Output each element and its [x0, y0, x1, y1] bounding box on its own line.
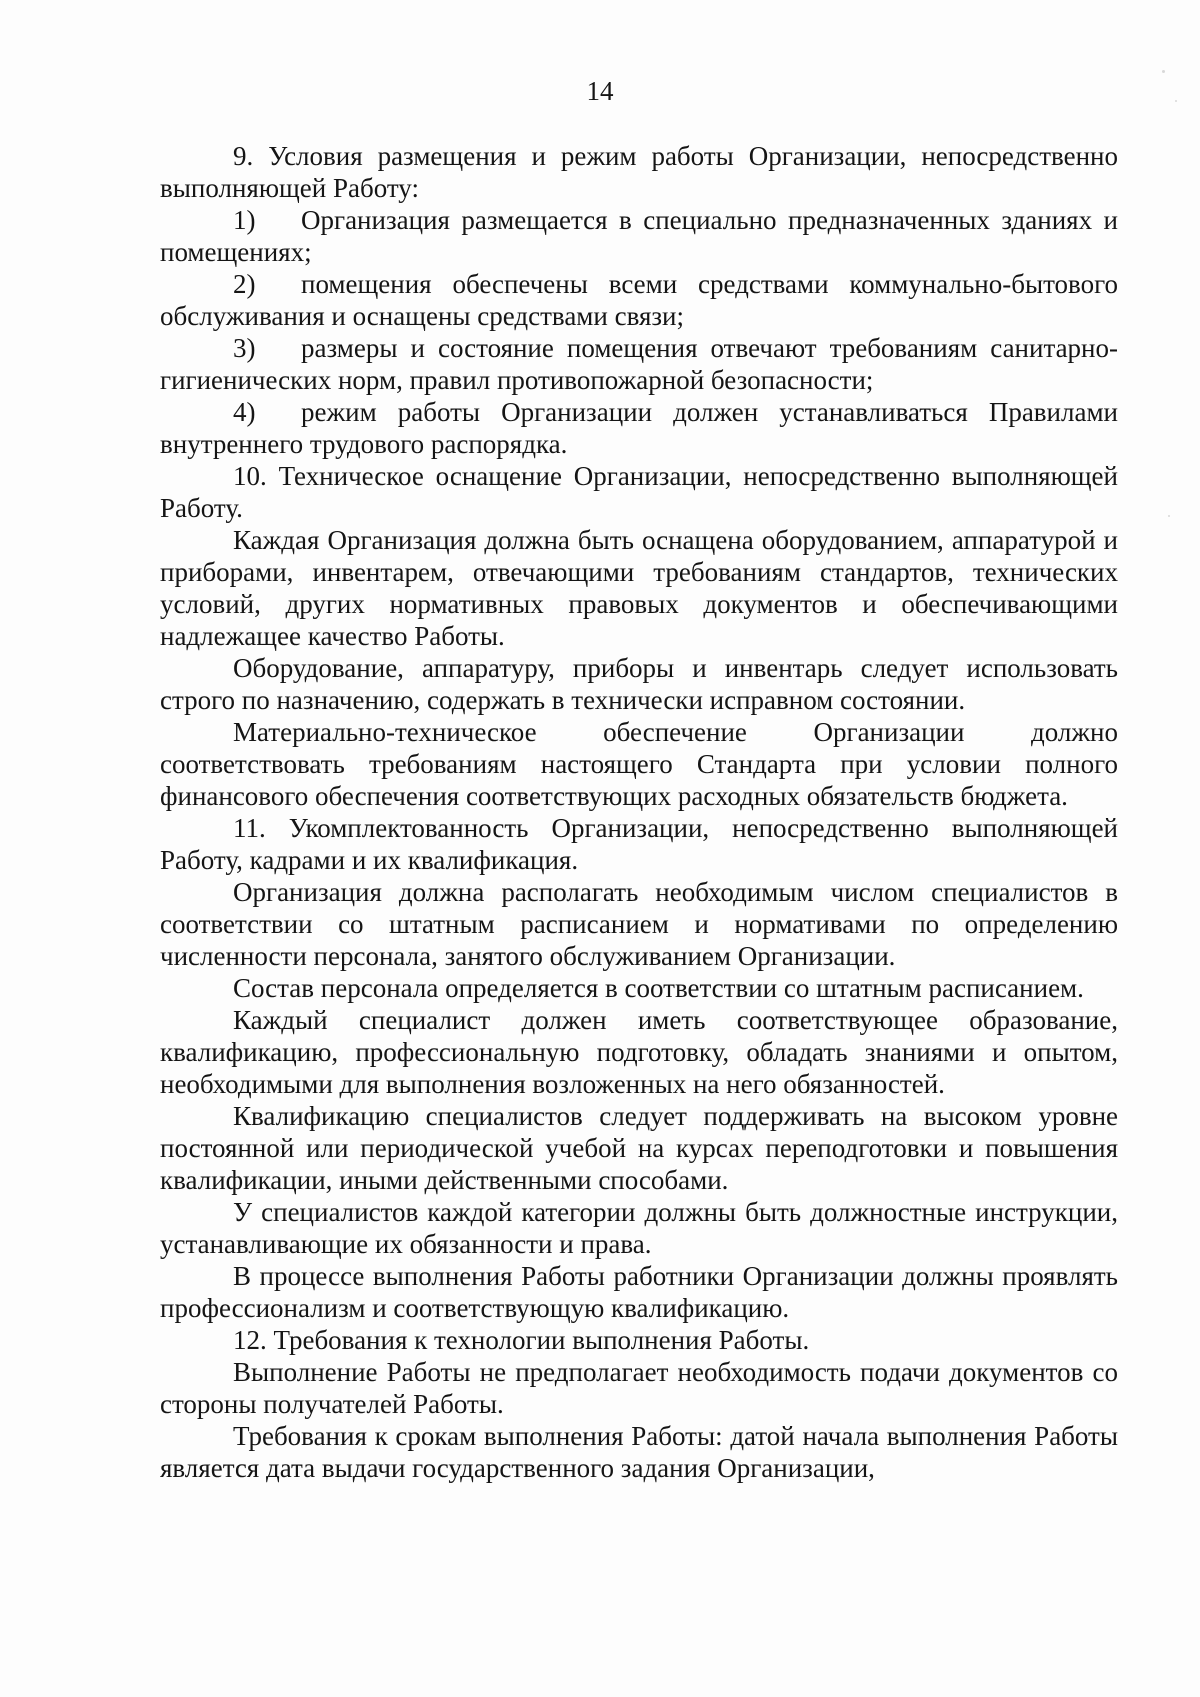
paragraph: В процессе выполнения Работы работники Организации должны проявлять профессионализм и соответствующую квалификацию.: [160, 1261, 1118, 1323]
paragraph-section-11-heading: 11. Укомплектованность Организации, непосредственно выполняющей Работу, кадрами и их квалификация.: [160, 813, 1118, 875]
paragraph: Каждый специалист должен иметь соответствующее образование, квалификацию, профессиональную подготовку, обладать знаниями и опытом, необходимыми для выполнения возложенных на него обязанностей.: [160, 1005, 1118, 1099]
paragraph-section-10-heading: 10. Техническое оснащение Организации, непосредственно выполняющей Работу.: [160, 461, 1118, 523]
list-item-2: [160, 268, 1118, 332]
list-item-text: Организация размещается в специально предназначенных зданиях и помещениях;: [160, 205, 1118, 267]
scan-speck: [1168, 515, 1170, 517]
paragraph-last: Требования к срокам выполнения Работы: датой начала выполнения Работы является дата выдачи государственного задания Организации,: [160, 1421, 1118, 1483]
paragraph: У специалистов каждой категории должны быть должностные инструкции, устанавливающие их обязанности и права.: [160, 1197, 1118, 1259]
list-number: 2): [233, 269, 256, 299]
paragraph: Состав персонала определяется в соответствии со штатным расписанием.: [233, 973, 1084, 1003]
paragraph: Оборудование, аппаратуру, приборы и инвентарь следует использовать строго по назначению, содержать в технически исправном состоянии.: [160, 653, 1118, 715]
list-item-4: [160, 396, 1118, 460]
list-item-3: [160, 332, 1118, 396]
list-item-text: помещения обеспечены всеми средствами коммунально-бытового обслуживания и оснащены средствами связи;: [160, 269, 1118, 331]
paragraph: Каждая Организация должна быть оснащена оборудованием, аппаратурой и приборами, инвентарем, отвечающими требованиям стандартов, технических условий, других нормативных правовых документов и обеспечивающими надлежащее качество Работы.: [160, 525, 1118, 651]
list-item-1: [160, 204, 1118, 268]
list-number: 4): [233, 397, 256, 427]
paragraph: Квалификацию специалистов следует поддерживать на высоком уровне постоянной или периодической учебой на курсах переподготовки и повышения квалификации, иными действенными способами.: [160, 1101, 1118, 1195]
page-number: 14: [586, 76, 614, 106]
paragraph-section-9-heading: 9. Условия размещения и режим работы Организации, непосредственно выполняющей Работу:: [160, 141, 1118, 203]
paragraph: Выполнение Работы не предполагает необходимость подачи документов со стороны получателей Работы.: [160, 1357, 1118, 1419]
paragraph-section-12-heading: 12. Требования к технологии выполнения Работы.: [233, 1325, 810, 1355]
list-number: 3): [233, 333, 256, 363]
list-number: 1): [233, 205, 256, 235]
scan-speck: [1162, 70, 1165, 73]
scan-speck: [1175, 100, 1177, 102]
list-item-text: режим работы Организации должен устанавливаться Правилами внутреннего трудового распорядка.: [160, 397, 1118, 459]
list-item-text: размеры и состояние помещения отвечают требованиям санитарно-гигиенических норм, правил противопожарной безопасности;: [160, 333, 1118, 395]
paragraph: Организация должна располагать необходимым числом специалистов в соответствии со штатным расписанием и нормативами по определению численности персонала, занятого обслуживанием Организации.: [160, 877, 1118, 971]
paragraph: Материально-техническое обеспечение Организации должно соответствовать требованиям настоящего Стандарта при условии полного финансового обеспечения соответствующих расходных обязательств бюджета.: [160, 717, 1118, 811]
document-body: [160, 140, 1118, 1484]
